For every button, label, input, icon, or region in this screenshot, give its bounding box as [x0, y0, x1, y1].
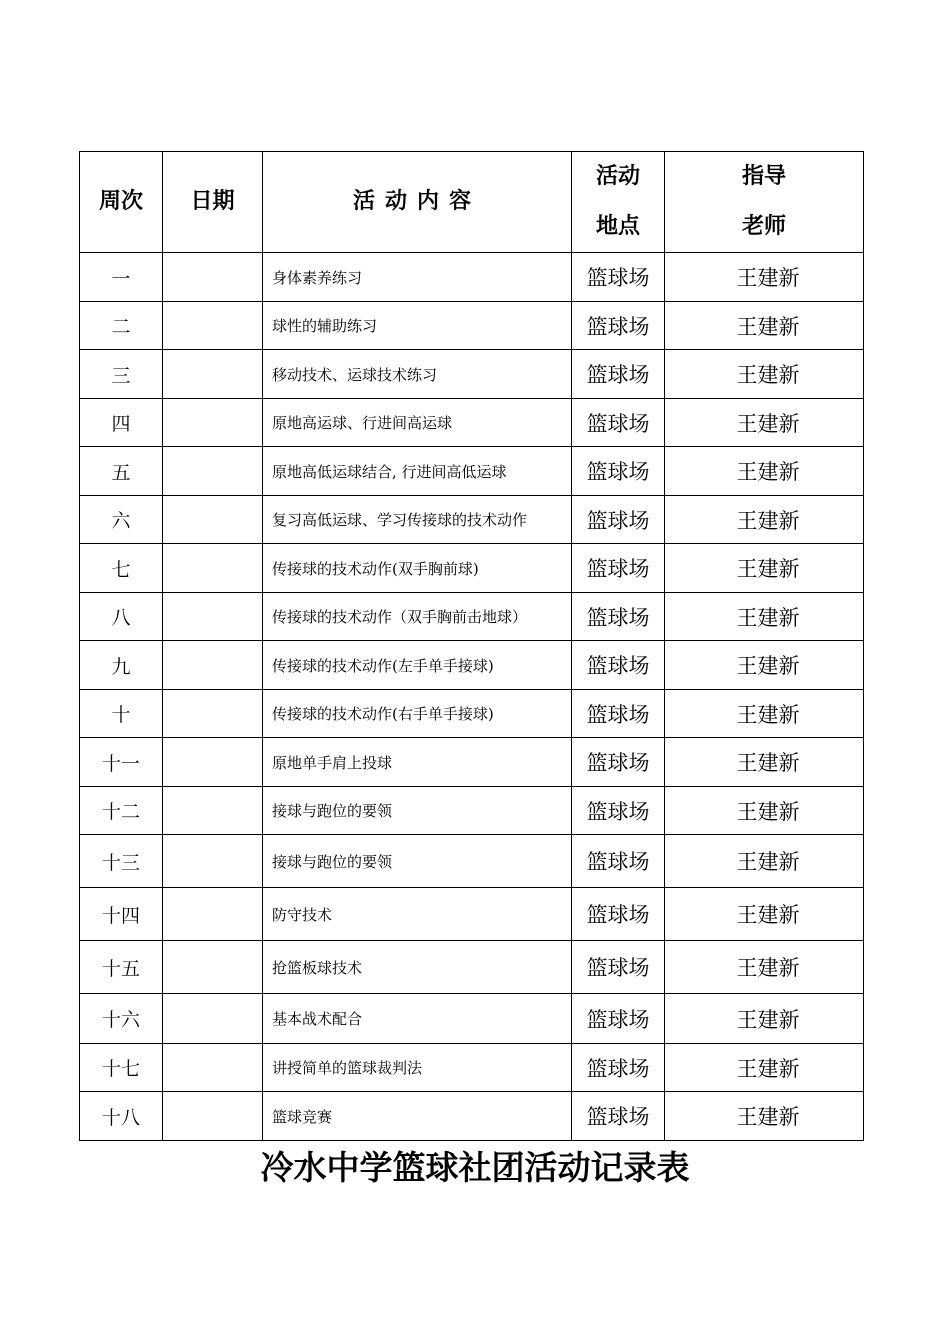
content-cell: 传接球的技术动作(左手单手接球)	[263, 641, 572, 690]
teacher-cell: 王建新	[665, 350, 864, 399]
teacher-cell: 王建新	[665, 888, 864, 941]
table-row	[80, 690, 864, 738]
week-cell: 一	[80, 253, 163, 302]
date-cell	[163, 1092, 263, 1141]
table-row	[80, 888, 864, 941]
week-cell: 十五	[80, 941, 163, 994]
table-row	[80, 738, 864, 787]
date-cell	[163, 253, 263, 302]
content-cell: 原地高运球、行进间高运球	[263, 399, 572, 447]
content-cell: 原地单手肩上投球	[263, 738, 572, 787]
content-cell: 接球与跑位的要领	[263, 787, 572, 835]
teacher-cell: 王建新	[665, 835, 864, 888]
table-row	[80, 994, 864, 1044]
table-row	[80, 835, 864, 888]
place-cell: 篮球场	[572, 641, 665, 690]
week-cell: 五	[80, 447, 163, 496]
place-cell: 篮球场	[572, 447, 665, 496]
header-teacher-line2: 老师	[741, 214, 786, 239]
teacher-cell: 王建新	[665, 399, 864, 447]
header-week: 周次	[80, 152, 163, 253]
teacher-cell: 王建新	[665, 496, 864, 544]
week-cell: 十	[80, 690, 163, 738]
date-cell	[163, 690, 263, 738]
place-cell: 篮球场	[572, 593, 665, 641]
content-cell: 传接球的技术动作(右手单手接球)	[263, 690, 572, 738]
content-cell: 球性的辅助练习	[263, 302, 572, 350]
content-cell: 复习高低运球、学习传接球的技术动作	[263, 496, 572, 544]
week-cell: 八	[80, 593, 163, 641]
table-header-row	[80, 152, 864, 253]
content-cell: 传接球的技术动作(双手胸前球)	[263, 544, 572, 593]
place-cell: 篮球场	[572, 544, 665, 593]
teacher-cell: 王建新	[665, 941, 864, 994]
place-cell: 篮球场	[572, 399, 665, 447]
content-cell: 接球与跑位的要领	[263, 835, 572, 888]
table-body	[80, 253, 864, 1141]
place-cell: 篮球场	[572, 787, 665, 835]
place-cell: 篮球场	[572, 690, 665, 738]
place-cell: 篮球场	[572, 1044, 665, 1092]
header-place	[572, 152, 665, 253]
document-title: 冷水中学篮球社团活动记录表	[260, 1148, 690, 1187]
table-row	[80, 496, 864, 544]
header-teacher	[665, 152, 864, 253]
week-cell: 十一	[80, 738, 163, 787]
week-cell: 十二	[80, 787, 163, 835]
table-row	[80, 1044, 864, 1092]
date-cell	[163, 544, 263, 593]
week-cell: 十八	[80, 1092, 163, 1141]
teacher-cell: 王建新	[665, 1092, 864, 1141]
table-row	[80, 399, 864, 447]
date-cell	[163, 941, 263, 994]
place-cell: 篮球场	[572, 888, 665, 941]
teacher-cell: 王建新	[665, 253, 864, 302]
week-cell: 九	[80, 641, 163, 690]
teacher-cell: 王建新	[665, 544, 864, 593]
date-cell	[163, 738, 263, 787]
table-row	[80, 447, 864, 496]
content-cell: 篮球竞赛	[263, 1092, 572, 1141]
table-row	[80, 544, 864, 593]
header-place-line1: 活动	[595, 164, 640, 189]
activity-record-table	[79, 151, 864, 1141]
table-row	[80, 253, 864, 302]
place-cell: 篮球场	[572, 738, 665, 787]
header-content: 活动内容	[263, 152, 572, 253]
date-cell	[163, 593, 263, 641]
place-cell: 篮球场	[572, 302, 665, 350]
date-cell	[163, 787, 263, 835]
place-cell: 篮球场	[572, 835, 665, 888]
date-cell	[163, 1044, 263, 1092]
content-cell: 讲授简单的篮球裁判法	[263, 1044, 572, 1092]
content-cell: 原地高低运球结合, 行进间高低运球	[263, 447, 572, 496]
place-cell: 篮球场	[572, 350, 665, 399]
table-row	[80, 941, 864, 994]
week-cell: 十四	[80, 888, 163, 941]
week-cell: 三	[80, 350, 163, 399]
teacher-cell: 王建新	[665, 738, 864, 787]
date-cell	[163, 350, 263, 399]
teacher-cell: 王建新	[665, 641, 864, 690]
date-cell	[163, 835, 263, 888]
date-cell	[163, 994, 263, 1044]
week-cell: 十七	[80, 1044, 163, 1092]
place-cell: 篮球场	[572, 941, 665, 994]
teacher-cell: 王建新	[665, 593, 864, 641]
table-row	[80, 1092, 864, 1141]
header-place-line2: 地点	[595, 214, 640, 239]
date-cell	[163, 641, 263, 690]
content-cell: 移动技术、运球技术练习	[263, 350, 572, 399]
content-cell: 身体素养练习	[263, 253, 572, 302]
content-cell: 抢篮板球技术	[263, 941, 572, 994]
header-teacher-line1: 指导	[741, 164, 786, 189]
place-cell: 篮球场	[572, 994, 665, 1044]
date-cell	[163, 447, 263, 496]
content-cell: 传接球的技术动作（双手胸前击地球）	[263, 593, 572, 641]
date-cell	[163, 496, 263, 544]
table-row	[80, 593, 864, 641]
header-date: 日期	[163, 152, 263, 253]
date-cell	[163, 888, 263, 941]
week-cell: 二	[80, 302, 163, 350]
table-row	[80, 302, 864, 350]
table-row	[80, 641, 864, 690]
teacher-cell: 王建新	[665, 302, 864, 350]
week-cell: 六	[80, 496, 163, 544]
week-cell: 七	[80, 544, 163, 593]
date-cell	[163, 399, 263, 447]
week-cell: 四	[80, 399, 163, 447]
week-cell: 十三	[80, 835, 163, 888]
place-cell: 篮球场	[572, 253, 665, 302]
teacher-cell: 王建新	[665, 447, 864, 496]
teacher-cell: 王建新	[665, 787, 864, 835]
content-cell: 基本战术配合	[263, 994, 572, 1044]
table-row	[80, 350, 864, 399]
place-cell: 篮球场	[572, 1092, 665, 1141]
content-cell: 防守技术	[263, 888, 572, 941]
date-cell	[163, 302, 263, 350]
table-row	[80, 787, 864, 835]
teacher-cell: 王建新	[665, 994, 864, 1044]
week-cell: 十六	[80, 994, 163, 1044]
teacher-cell: 王建新	[665, 690, 864, 738]
teacher-cell: 王建新	[665, 1044, 864, 1092]
place-cell: 篮球场	[572, 496, 665, 544]
